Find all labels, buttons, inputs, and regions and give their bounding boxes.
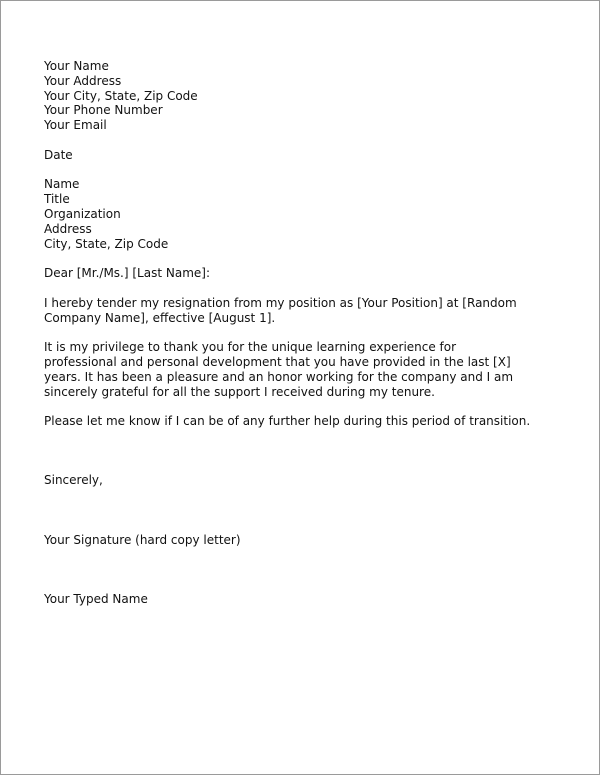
- letter-body: [44, 59, 564, 606]
- salutation: Dear [Mr./Ms.] [Last Name]:: [44, 266, 210, 281]
- sender-address: Your Address: [44, 73, 122, 88]
- closing: Sincerely,: [44, 473, 103, 488]
- typed-name: Your Typed Name: [44, 591, 148, 606]
- paragraph-line: sincerely grateful for all the support I received during my tenure.: [44, 384, 435, 399]
- signature-placeholder: Your Signature (hard copy letter): [44, 532, 241, 547]
- paragraph-line: Please let me know if I can be of any further help during this period of transition.: [44, 414, 531, 429]
- paragraph-line: Company Name], effective [August 1].: [44, 310, 276, 325]
- date-block: [44, 148, 564, 163]
- sender-name: Your Name: [44, 59, 109, 73]
- paragraph-line: I hereby tender my resignation from my position as [Your Position] at [Random: [44, 295, 517, 310]
- typed-name-block: [44, 592, 564, 607]
- recipient-block: [44, 177, 564, 251]
- sender-phone: Your Phone Number: [44, 103, 163, 118]
- letter-date: Date: [44, 147, 73, 162]
- recipient-organization: Organization: [44, 206, 121, 221]
- closing-block: [44, 473, 564, 488]
- paragraph-line: years. It has been a pleasure and an honor working for the company and I am: [44, 369, 514, 384]
- paragraph-help: [44, 414, 564, 429]
- salutation-block: [44, 266, 564, 281]
- recipient-name: Name: [44, 177, 80, 192]
- paragraph-line: It is my privilege to thank you for the unique learning experience for: [44, 340, 457, 355]
- recipient-title: Title: [44, 192, 70, 207]
- sender-block: [44, 59, 564, 133]
- recipient-city-state-zip: City, State, Zip Code: [44, 236, 169, 251]
- paragraph-line: professional and personal development that you have provided in the last [X]: [44, 354, 511, 369]
- paragraph-thanks: [44, 340, 564, 399]
- paragraph-resignation: [44, 296, 564, 326]
- sender-email: Your Email: [44, 118, 107, 133]
- signature-block: [44, 533, 564, 548]
- recipient-address: Address: [44, 221, 92, 236]
- sender-city-state-zip: Your City, State, Zip Code: [44, 88, 198, 103]
